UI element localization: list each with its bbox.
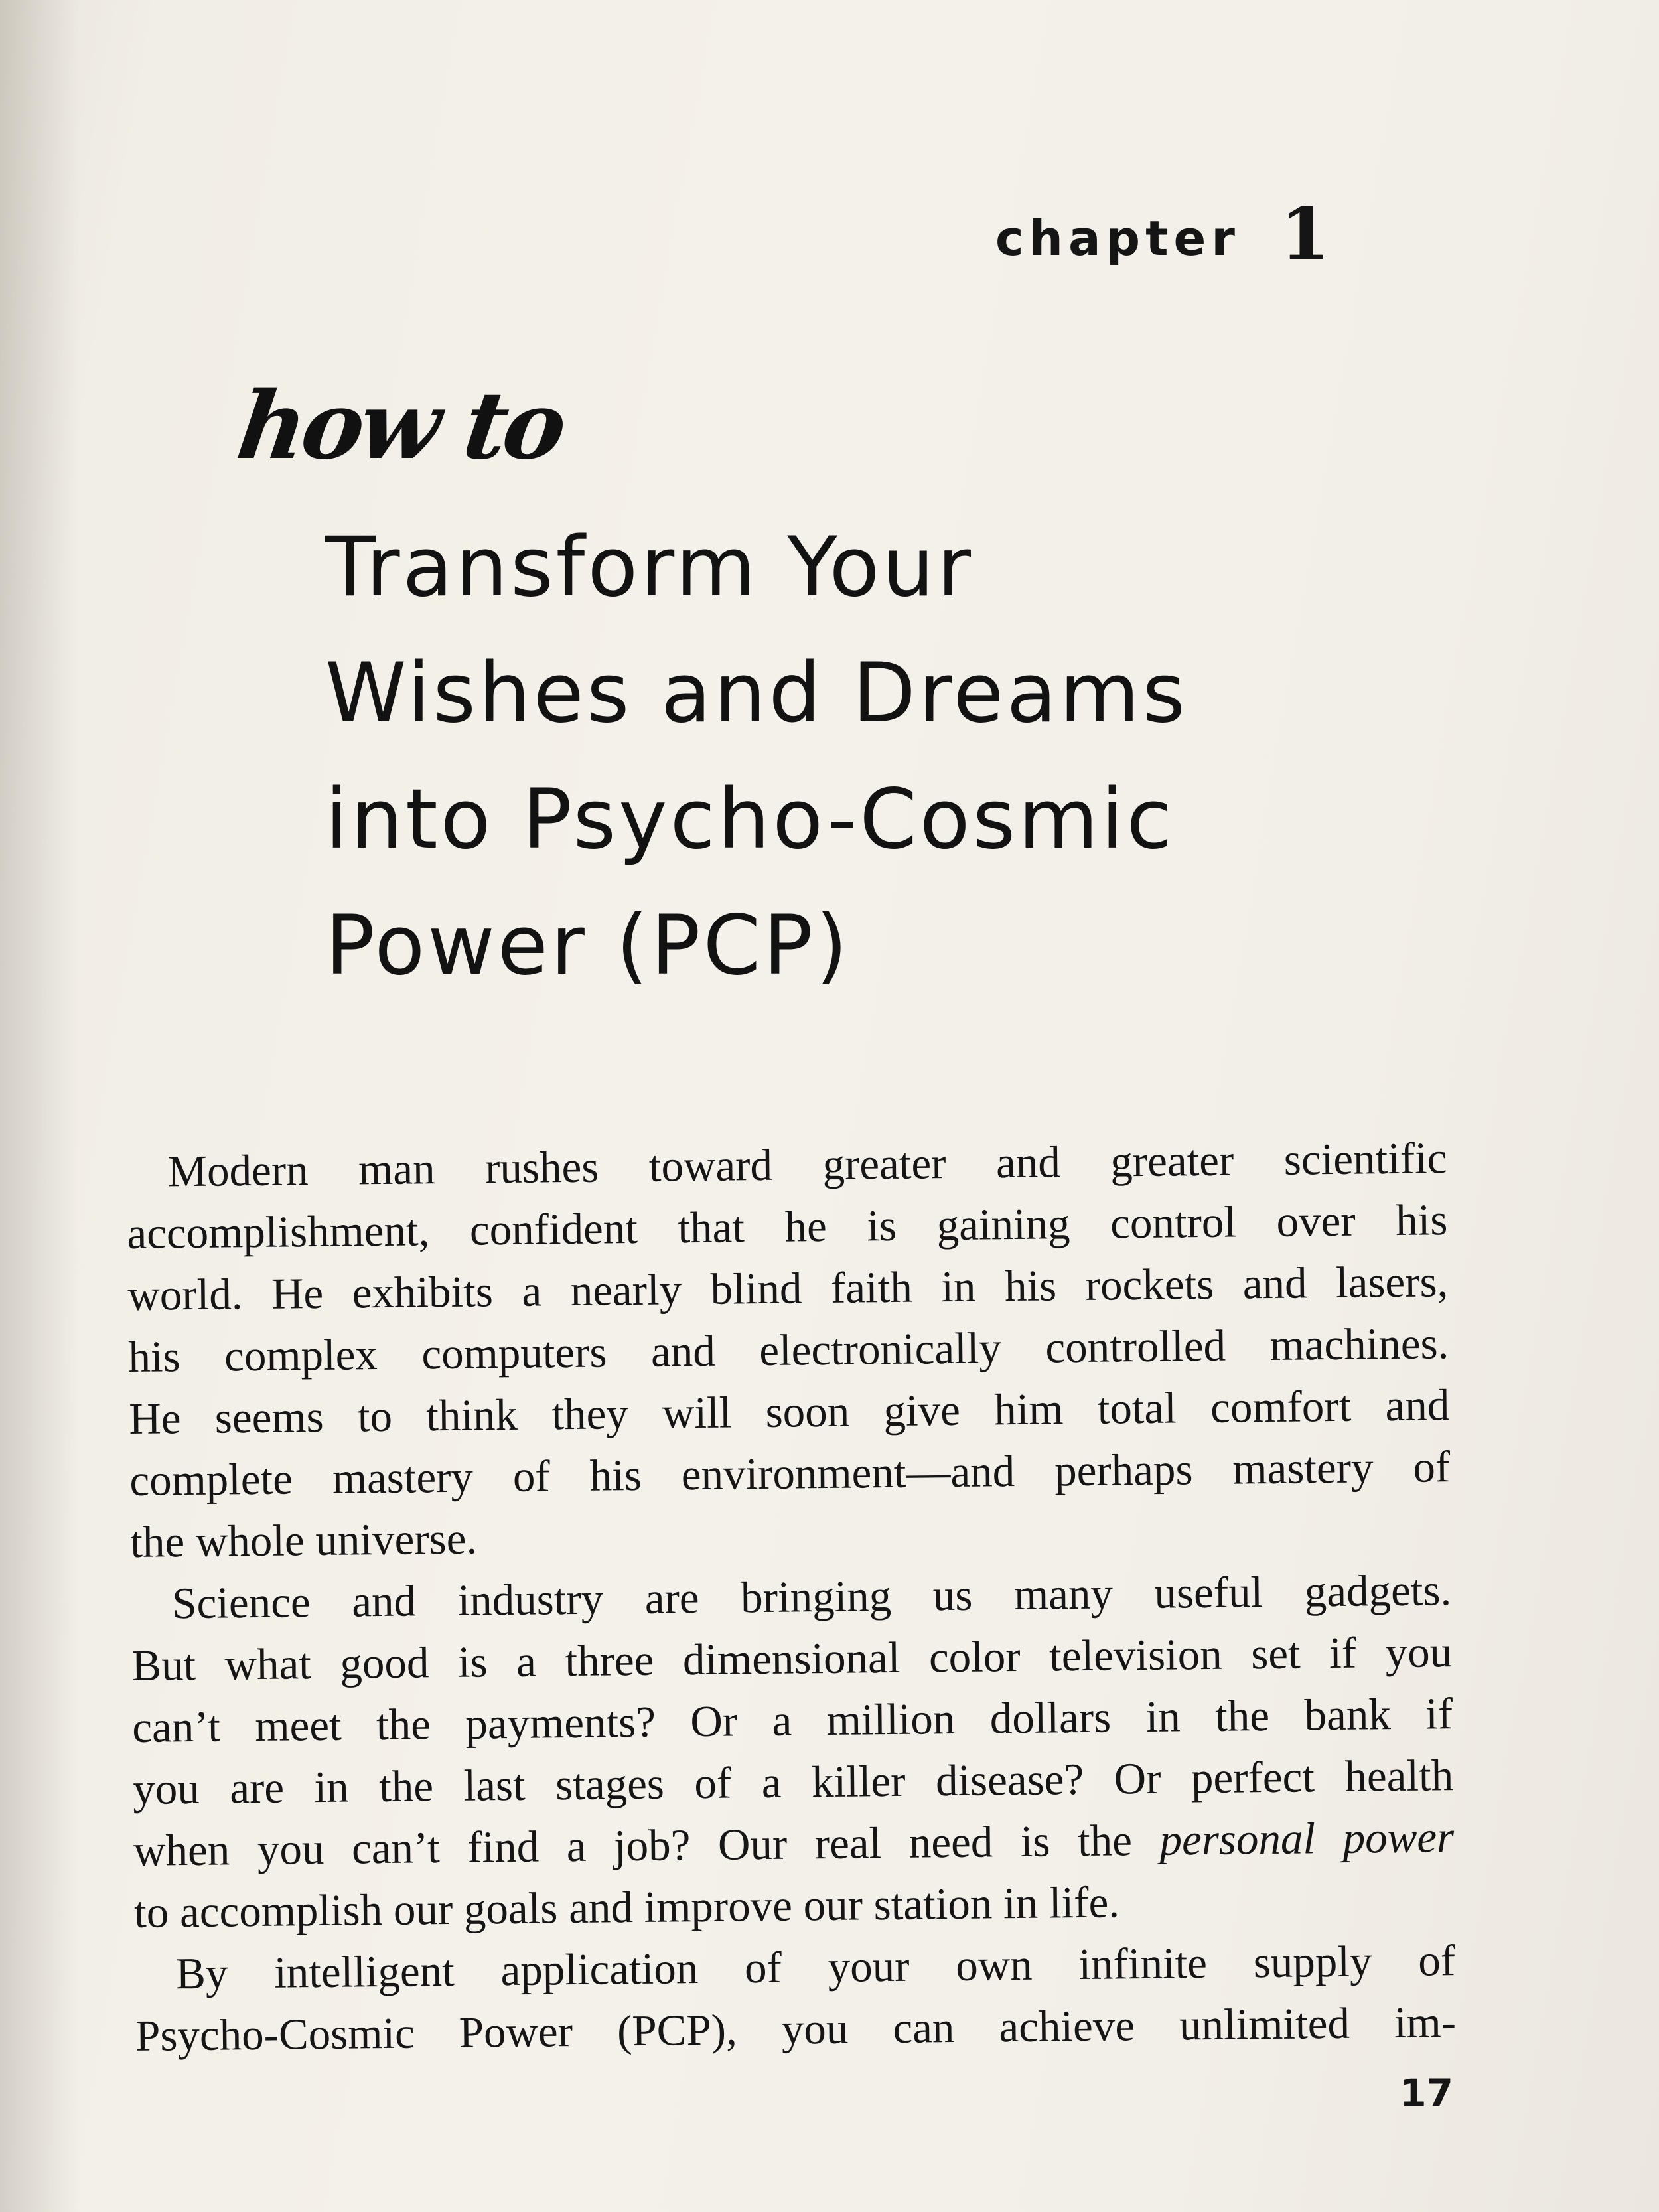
paragraph-3 xyxy=(135,1930,1457,2067)
chapter-number: 1 xyxy=(1279,192,1330,276)
chapter-title xyxy=(325,504,1188,1009)
text-line: can’t meet the payments? Or a million dollars in the bank if xyxy=(131,1689,1453,1752)
page-gutter-shadow xyxy=(0,0,80,2212)
text-line: his complex computers and electronically controlled machines. xyxy=(128,1319,1449,1382)
text-line: By intelligent application of your own infinite supply of xyxy=(175,1936,1456,1999)
text-line: to accomplish our goals and improve our station in life. xyxy=(133,1878,1120,1937)
chapter-heading xyxy=(995,192,1330,276)
chapter-title-prefix: how to xyxy=(231,372,570,480)
chapter-title-line: Transform Your xyxy=(325,520,974,615)
text-line: complete mastery of his environment—and perhaps mastery of xyxy=(129,1442,1451,1505)
paragraph-2 xyxy=(131,1560,1455,1944)
page-number: 17 xyxy=(1400,2071,1453,2116)
text-line: He seems to think they will soon give him total comfort and xyxy=(128,1380,1450,1443)
chapter-label: chapter xyxy=(995,210,1240,266)
text-line: the whole universe. xyxy=(129,1514,478,1567)
emphasized-text: personal power xyxy=(1159,1812,1455,1865)
text-run: when you can’t find a job? Our real need is the xyxy=(133,1815,1160,1876)
chapter-title-line: Wishes and Dreams xyxy=(325,646,1188,741)
text-line: But what good is a three dimensional color television set if you xyxy=(131,1627,1453,1690)
chapter-title-line: into Psycho-Cosmic xyxy=(325,772,1175,867)
chapter-title-line: Power (PCP) xyxy=(325,898,851,994)
text-line: Modern man rushes toward greater and greater scientific xyxy=(167,1134,1447,1197)
text-line: Psycho-Cosmic Power (PCP), you can achieve unlimited im- xyxy=(135,1998,1457,2061)
text-line: Science and industry are bringing us many useful gadgets. xyxy=(171,1566,1452,1629)
text-line: you are in the last stages of a killer disease? Or perfect health xyxy=(132,1751,1454,1814)
body-text xyxy=(126,1128,1456,2067)
text-line: accomplishment, confident that he is gaining control over his xyxy=(127,1195,1448,1258)
text-line: world. He exhibits a nearly blind faith in his rockets and lasers, xyxy=(127,1257,1449,1320)
paragraph-1 xyxy=(126,1128,1451,1574)
